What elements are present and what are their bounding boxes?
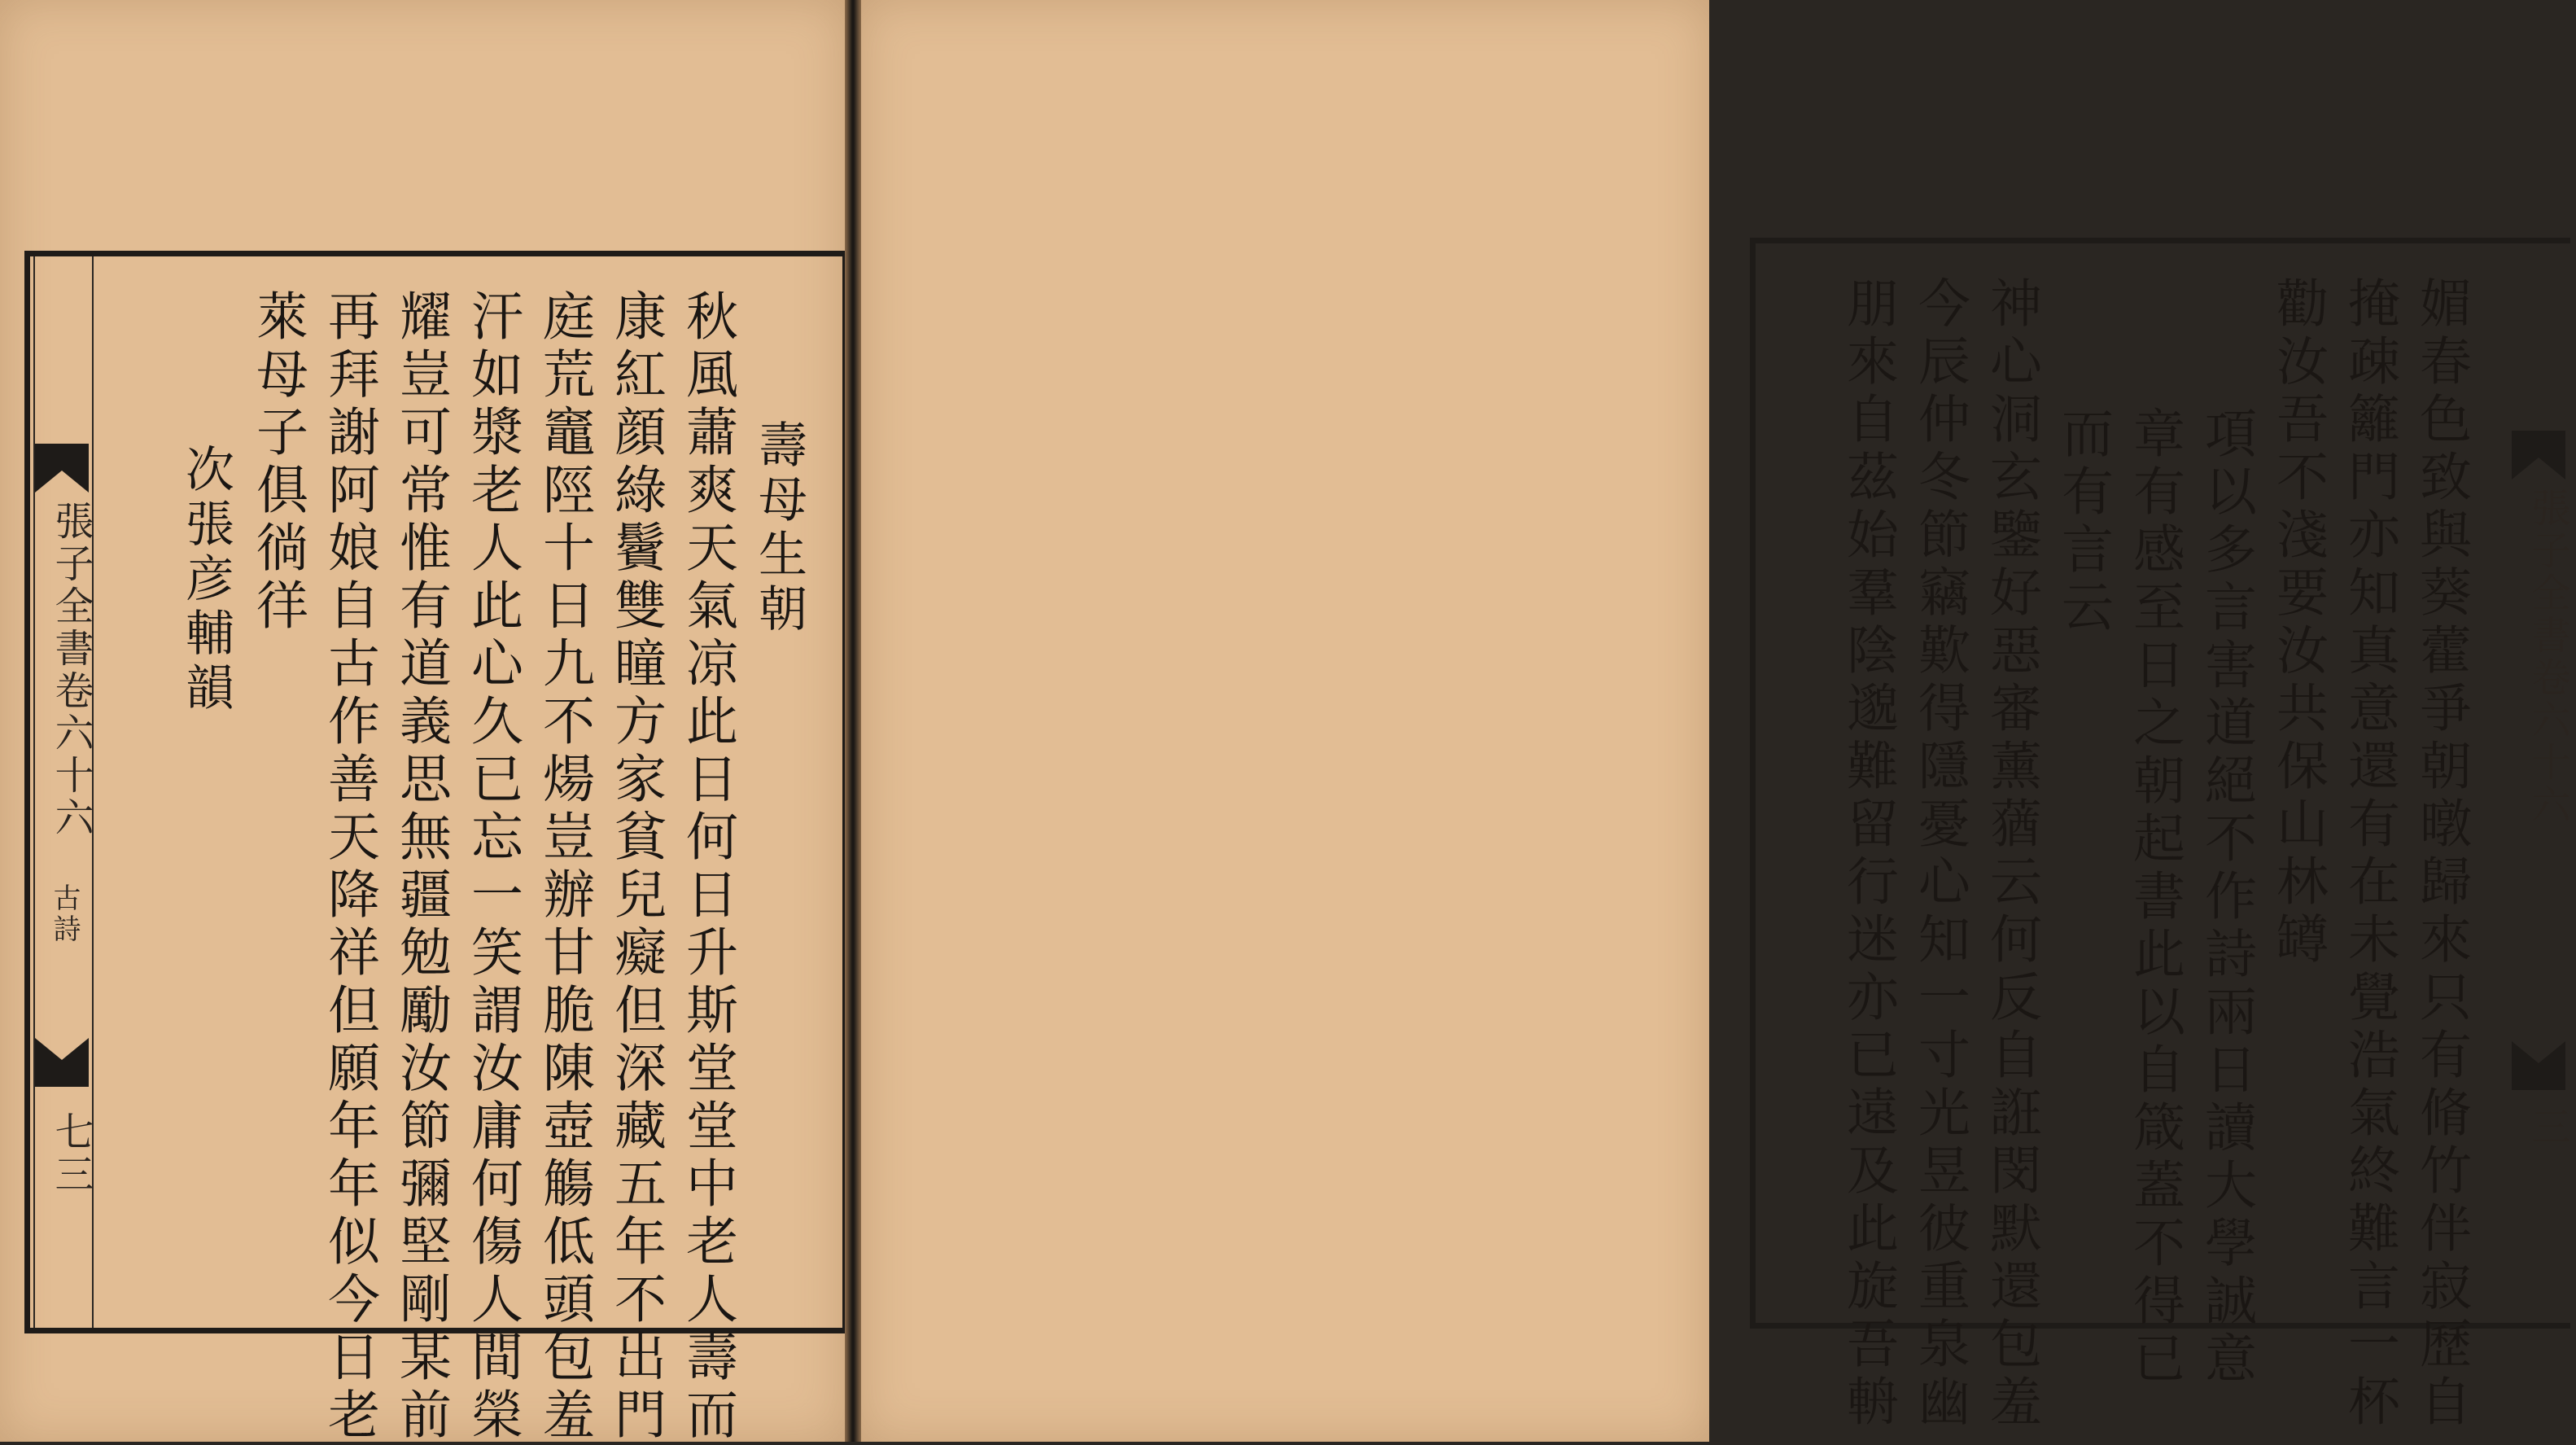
text-column-4: 庭荒竈陘十日九不煬豈辦甘脆陳壺觴低頭包羞: [534, 289, 594, 1445]
text-column-8: 萊母子俱徜徉: [247, 289, 308, 636]
text-column-5: 章有感至日之朝起書此以自箴蓋不得已: [2124, 406, 2185, 1389]
fish-tail-bottom-ornament: [2512, 1041, 2565, 1090]
book-gutter: [845, 0, 861, 1442]
text-column-5: 汗如漿老人此心久已忘一笑謂汝庸何傷人間榮: [462, 289, 523, 1445]
right-page-frame: [1750, 238, 2570, 1432]
text-column-3: 勸汝吾不淺要汝共保山林罇: [2268, 276, 2328, 970]
text-column-1: 媚春色致與葵藿爭朝暾歸來只有脩竹伴寂歷自: [2411, 276, 2471, 1432]
text-column-1: 壽母生朝: [750, 419, 807, 637]
text-column-9: 朋來自茲始羣陰邈難留行迷亦已遠及此旋吾輈: [1838, 276, 1898, 1432]
text-column-7: 神心洞玄鑒好惡審薰蕕云何反自誑閔默還包羞: [1981, 276, 2041, 1432]
left-page: [0, 0, 845, 1445]
text-column-9: 次張彦輔韻: [177, 444, 234, 716]
text-column-2: 秋風蕭爽天氣凉此日何日升斯堂堂中老人壽而: [677, 289, 737, 1445]
left-page-frame: [24, 251, 848, 1445]
text-column-8: 今辰仲冬節竊歎得隱憂心知一寸光昱彼重泉幽: [1909, 276, 1970, 1432]
right-page-margin-strip: [2510, 243, 2570, 1323]
fish-tail-bottom-ornament: [35, 1038, 89, 1087]
right-margin-title: 張子全書卷六十六: [2525, 488, 2570, 826]
text-column-2: 掩疎籬門亦知真意還有在未覺浩氣終難言一杯: [2339, 276, 2399, 1432]
left-margin-section: 古詩: [48, 883, 81, 945]
text-column-6: 而有言云: [2053, 406, 2113, 637]
fish-tail-top-ornament: [2512, 431, 2565, 479]
right-page: [861, 0, 2570, 1442]
left-page-margin-strip: [33, 256, 94, 1328]
text-column-4: 項以多言害道絕不作詩兩日讀大學誠意: [2196, 406, 2256, 1389]
text-column-3: 康紅顔綠鬢雙瞳方家貧兒癡但深藏五年不出門: [606, 289, 666, 1445]
fish-tail-top-ornament: [35, 444, 89, 493]
right-margin-folio: 三: [2525, 1106, 2570, 1149]
left-margin-folio: 七三: [48, 1111, 94, 1196]
text-column-7: 再拜謝阿娘自古作善天降祥但願年年似今日老: [319, 289, 379, 1445]
text-column-6: 耀豈可常惟有道義思無疆勉勵汝節彌堅剛某前: [391, 289, 451, 1445]
left-margin-title: 張子全書卷六十六: [48, 501, 94, 839]
